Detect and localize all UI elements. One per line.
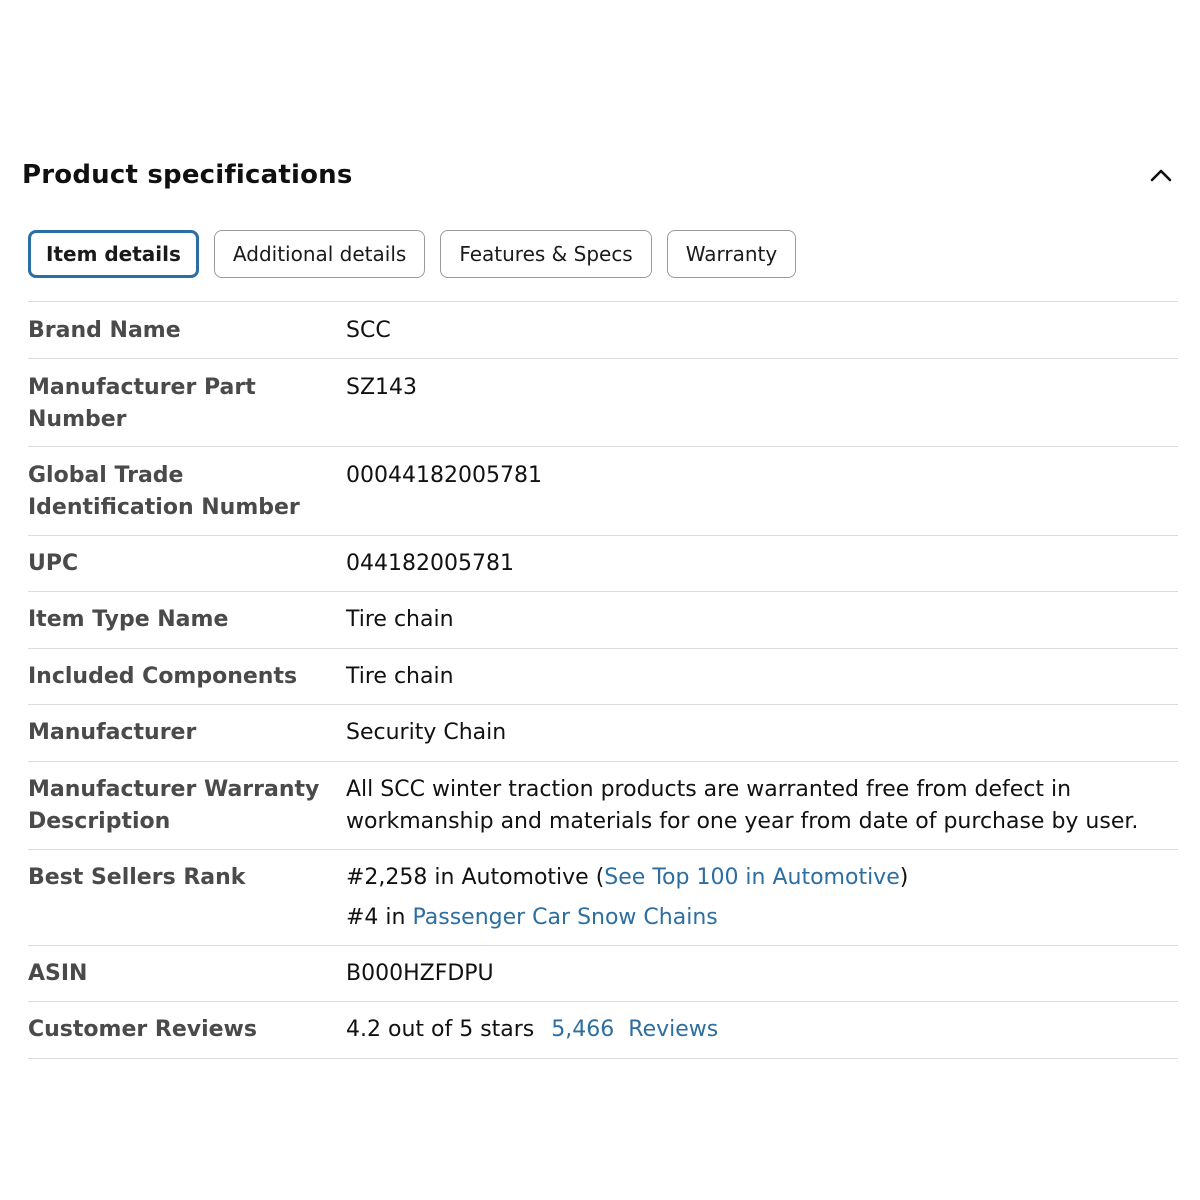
spec-label: Item Type Name (28, 607, 229, 632)
tab-additional-details[interactable]: Additional details (214, 230, 425, 278)
spec-label: ASIN (28, 961, 88, 986)
spec-row-asin (28, 946, 1178, 1002)
spec-label: Brand Name (28, 318, 181, 343)
spec-label: Included Components (28, 664, 298, 689)
rank-line-automotive (346, 862, 1178, 894)
spec-tabs (28, 230, 811, 278)
tab-warranty[interactable]: Warranty (667, 230, 796, 278)
chevron-up-icon (1150, 168, 1172, 182)
spec-row-manufacturer-part-number (28, 359, 1178, 447)
section-header (22, 158, 1178, 198)
collapse-button[interactable] (1144, 158, 1178, 192)
top-100-automotive-link[interactable]: See Top 100 in Automotive (604, 865, 900, 890)
spec-value: 00044182005781 (346, 463, 542, 488)
spec-row-manufacturer (28, 705, 1178, 762)
rank-line-snow-chains (346, 902, 1178, 934)
spec-value: All SCC winter traction products are warranted free from defect in workmanship and materials for one year from date of purchase by user. (346, 777, 1139, 834)
spec-table (28, 301, 1178, 1059)
spec-row-best-sellers-rank (28, 850, 1178, 946)
rank-text: ) (899, 865, 909, 890)
spec-row-gtin (28, 447, 1178, 536)
spec-label: UPC (28, 551, 79, 576)
spec-value (346, 1014, 1178, 1058)
spec-value: Tire chain (346, 664, 454, 689)
spec-label-text: Manufacturer Part Number (28, 375, 256, 432)
spec-label (28, 460, 346, 535)
spec-label: Customer Reviews (28, 1017, 257, 1042)
reviews-link[interactable] (551, 1017, 718, 1042)
spec-value: Security Chain (346, 720, 507, 745)
spec-value: SCC (346, 318, 391, 343)
section-title: Product specifications (22, 160, 353, 190)
spec-row-warranty-description (28, 762, 1178, 850)
spec-row-item-type-name (28, 592, 1178, 649)
spec-label-text: Global Trade Identification Number (28, 463, 300, 520)
passenger-car-snow-chains-link[interactable]: Passenger Car Snow Chains (412, 905, 718, 930)
spec-row-brand-name (28, 302, 1178, 359)
spec-label: Best Sellers Rank (28, 865, 246, 890)
spec-row-upc (28, 536, 1178, 592)
spec-value: Tire chain (346, 607, 454, 632)
spec-value: B000HZFDPU (346, 961, 494, 986)
tab-item-details[interactable]: Item details (28, 230, 199, 278)
spec-value: 044182005781 (346, 551, 514, 576)
tab-features-specs[interactable]: Features & Specs (440, 230, 651, 278)
rating-text: 4.2 out of 5 stars (346, 1017, 535, 1042)
reviews-count: 5,466 (551, 1017, 615, 1042)
spec-row-included-components (28, 649, 1178, 705)
rank-text: #4 in (346, 905, 413, 930)
spec-row-customer-reviews (28, 1002, 1178, 1059)
reviews-label: Reviews (628, 1017, 719, 1042)
rank-text: #2,258 in Automotive ( (346, 865, 605, 890)
spec-label: Manufacturer (28, 720, 197, 745)
spec-value (346, 862, 1178, 945)
spec-label (28, 372, 346, 446)
spec-label: Manufacturer Warranty Description (28, 777, 320, 834)
spec-value: SZ143 (346, 375, 418, 400)
